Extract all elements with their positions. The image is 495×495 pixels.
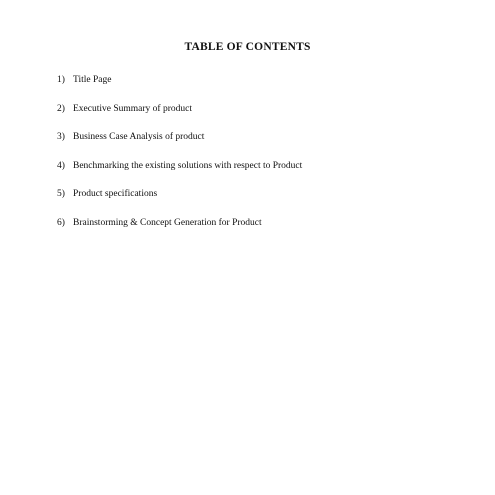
- toc-item: [57, 217, 302, 246]
- toc-item-number: 4): [57, 160, 65, 171]
- toc-list: [57, 74, 302, 245]
- toc-item-text: Title Page: [73, 75, 112, 85]
- toc-item-text: Brainstorming & Concept Generation for Product: [73, 217, 262, 228]
- toc-item-number: 5): [57, 189, 65, 199]
- toc-title: TABLE OF CONTENTS: [184, 41, 311, 53]
- toc-item: [57, 160, 302, 189]
- toc-item: [57, 103, 302, 132]
- toc-item-text: Product specifications: [73, 189, 158, 199]
- toc-item: [57, 74, 302, 103]
- toc-item: [57, 131, 302, 160]
- toc-item-number: 6): [57, 217, 65, 228]
- toc-item-text: Executive Summary of product: [73, 103, 192, 114]
- toc-item-number: 2): [57, 103, 65, 114]
- toc-item-number: 1): [57, 75, 65, 85]
- toc-item: [57, 188, 302, 217]
- toc-item-text: Business Case Analysis of product: [73, 132, 205, 142]
- toc-item-number: 3): [57, 132, 65, 142]
- toc-item-text: Benchmarking the existing solutions with respect to Product: [73, 160, 303, 171]
